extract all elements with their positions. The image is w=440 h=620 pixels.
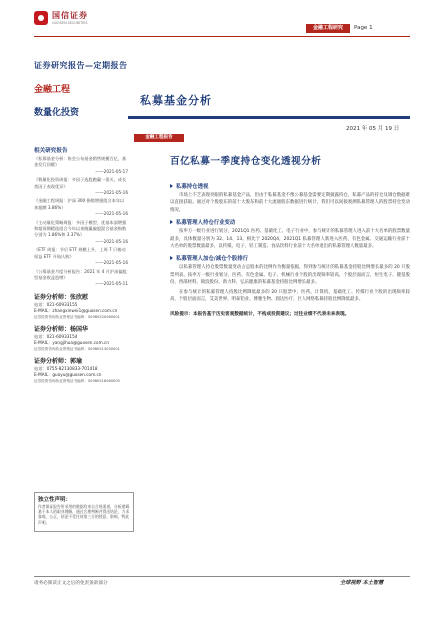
- report-subtitle: 百亿私募一季度持仓变化透视分析: [170, 156, 322, 167]
- phone-label: 电话：: [34, 365, 47, 371]
- report-title: 私募基金分析: [140, 94, 212, 107]
- related-item-date: ——2021-05-11: [95, 281, 128, 287]
- header-divider: [34, 36, 410, 37]
- analyst-email[interactable]: zhangxinwei1@guosen.com.cn: [52, 307, 118, 313]
- related-item[interactable]: [34, 177, 128, 196]
- related-item[interactable]: [34, 269, 128, 288]
- report-type-tag: 金融工程报告: [134, 134, 184, 142]
- related-item-date: ——2021-05-17: [95, 168, 128, 174]
- analyst-name: 郭瑜: [70, 357, 83, 365]
- related-item[interactable]: [34, 220, 128, 246]
- analyst-cert: S0980516080005: [87, 378, 120, 383]
- cert-label: 证券投资咨询执业资格证书编码：: [34, 378, 88, 383]
- analyst-card: [34, 294, 128, 320]
- section-paragraph: 按申万一级行业进行划分，2021Q1 医药、基础化工、电子行业中，参与统计的私募管理人进入前十大名单的股票数量最多，具体数量分别为 32、14、13。相比于 2020Q4，2021Q1 私募管理人新进入医药、有色金属、交通运输行业前十大名单的股票数量最多，以传媒、电子、轻工制造、食品饮料行业前十大名单退出的私募管理人数量最多。: [170, 229, 410, 250]
- logo-icon: [34, 11, 48, 25]
- analyst-phone: 021-60933155: [46, 301, 78, 307]
- related-item-text: 《私募基金分析：协会公布基金销售规模百亿，基金发行回暖》: [34, 156, 127, 168]
- related-heading: 相关研究报告: [34, 148, 68, 154]
- analyst-card: [34, 358, 128, 384]
- related-item-date: ——2021-05-16: [95, 190, 128, 196]
- report-date: 2021 年 05 月 19 日: [346, 126, 400, 132]
- related-list: [34, 156, 128, 288]
- related-item-text: 《金融工程周报：沪深 300 指数增强组合本年以来超额 3.86%》: [34, 198, 125, 210]
- email-label: E-MAIL：: [34, 339, 53, 345]
- email-label: E-MAIL：: [34, 307, 53, 313]
- category-secondary: 数量化投资: [34, 108, 80, 118]
- analyst-phone: 021-60933154: [46, 333, 78, 339]
- statement-body: 作者保证报告所采用的数据均来自合规渠道，分析逻辑基于本人的职业理解，通过合理判断并得出结论，力求客观、公正，结论不受任何第三方的授意、影响，特此声明。: [38, 504, 130, 525]
- report-series: 证券研究报告—定期报告: [34, 61, 128, 70]
- footer-disclaimer-note: 请务必阅读正文之后的免责条款部分: [34, 581, 108, 586]
- logo-en-text: GUOSEN SECURITIES: [52, 21, 88, 25]
- main-body: [170, 178, 410, 319]
- section-paragraph: 在参与统计的私募管理人持股比例降低最多的 20 只股票中，医药、计算机、基础化工、传媒行业个股的出现频率较高，个股层面而言，艾美世界、明泰铝业、博雅生物、润达医疗、巨人网络私募持股比例降低最多。: [170, 289, 410, 303]
- cert-label: 证券投资咨询执业资格证书编码：: [34, 314, 88, 319]
- related-item-date: ——2021-05-16: [95, 211, 128, 217]
- cert-label: 证券投资咨询执业资格证书编码：: [34, 346, 88, 351]
- title-divider: [128, 116, 410, 119]
- analyst-role: 证券分析师：: [34, 325, 71, 333]
- related-item-text: 《主动量化策略周报：多因子模型，优基本面增强和超预期精选组合今年以来跑赢偏股混合基金指数分别为 1.86%和 3.37%》: [34, 219, 127, 238]
- analyst-name: 张欣慰: [70, 293, 89, 301]
- section-heading: 私募管理人加仓/减仓个股排行: [170, 254, 410, 262]
- section-paragraph: 市场上不乏表现亮眼的私募基金产品，但由于私募基金不像公募基金需要定期披露持仓，私募产品的持仓及调仓数据难以直接获取。通过对个股股东的前十大股东和前十大流通股东数据进行统计，我们可以间接观测私募管理人的股票持仓变动情况。: [170, 193, 410, 213]
- logo-cn-text: 国信证券: [52, 11, 88, 20]
- risk-warning: 风险提示：本报告基于历史客观数据统计，不构成投资建议；过往业绩不代表未来表现。: [170, 312, 350, 318]
- analyst-card: [34, 326, 128, 352]
- phone-label: 电话：: [34, 333, 47, 339]
- independence-statement-box: [34, 492, 134, 532]
- related-item-text: 《公募基金月度分析报告：2021 年 4 月沪深偏股型基金收益趋增》: [34, 268, 127, 280]
- analyst-role: 证券分析师：: [34, 357, 71, 365]
- email-label: E-MAIL：: [34, 371, 53, 377]
- related-item-date: ——2021-05-16: [95, 238, 128, 244]
- related-item-text: 《ETF 周报：节后 ETF 规模上升，上周 7 只被动权益 ETF 开始认购》: [34, 247, 126, 259]
- analyst-cert: S0980513030001: [87, 346, 120, 351]
- left-sidebar: [34, 146, 128, 384]
- guosen-logo: [34, 10, 88, 25]
- section-heading: 私募管理人持仓行业变动: [170, 218, 410, 226]
- section-heading: 私募持仓透视: [170, 182, 410, 190]
- related-item[interactable]: [34, 156, 128, 175]
- phone-label: 电话：: [34, 301, 47, 307]
- related-item-text: 《数量化投资周报：多因子选股跑赢一很关，成长类因子表现优异》: [34, 177, 127, 189]
- section-paragraph: 以私募管理人持仓股票数量变动占总股本的比例作为衡量依据，得到参与统计的私募基金持股比例增长最多的 20 只股票列表。按申万一级行业划分，医药、有色金属、电子、机械行业个股的出现频率较高，个股层面而言，恒生电子、隆基股份、西部材料、锦浪股份、新力科、弘乐健康的私募基金持股比例增长最多。: [170, 265, 410, 286]
- related-item[interactable]: [34, 247, 128, 266]
- analyst-name: 杨国华: [70, 325, 89, 333]
- footer-divider: [34, 576, 410, 577]
- footer-slogan: 全球视野 本土智慧: [340, 580, 384, 586]
- related-item[interactable]: [34, 198, 128, 217]
- analyst-cert: S0980520060001: [87, 314, 120, 319]
- category-primary: 金融工程: [34, 85, 71, 95]
- analyst-role: 证券分析师：: [34, 293, 71, 301]
- related-item-date: ——2021-05-16: [95, 260, 128, 266]
- analyst-email[interactable]: yangjihua@guosen.com.cn: [52, 339, 109, 345]
- analyst-phone: 0755-82130833-701418: [46, 365, 98, 371]
- header-tag: 金融工程研究: [306, 24, 350, 33]
- statement-title: 独立性声明：: [38, 497, 72, 503]
- analyst-email[interactable]: guoyu@guosen.com.cn: [52, 371, 102, 377]
- page-number: Page 1: [354, 25, 373, 31]
